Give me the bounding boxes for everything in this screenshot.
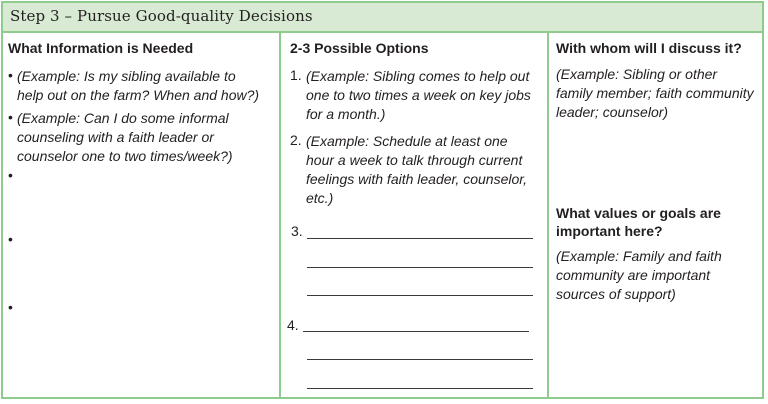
option-1-number: 1. — [290, 67, 302, 83]
values-goals-example — [556, 247, 761, 304]
option-1-line-3: for a month.) — [306, 106, 386, 122]
values-example-line-1: (Example: Family and faith — [556, 248, 722, 264]
discuss-example-line-3: leader; counselor) — [556, 104, 669, 120]
option-3-blank-line-2[interactable] — [307, 267, 533, 268]
info-bullet-2-line-1: (Example: Can I do some informal — [17, 110, 229, 126]
discuss-example-line-2: family member; faith community — [556, 85, 754, 101]
info-bullet-2-line-2: counseling with a faith leader or — [17, 129, 214, 145]
worksheet-title-bar — [3, 3, 762, 33]
option-3-blank-line-1[interactable] — [307, 238, 533, 239]
bullet-icon: • — [8, 67, 13, 83]
option-2-number: 2. — [290, 132, 302, 148]
info-bullet-2-line-3: counselor one to two times/week?) — [17, 148, 233, 164]
option-3-number: 3. — [291, 223, 303, 239]
option-2-line-3: feelings with faith leader, counselor, — [306, 171, 528, 187]
bullet-icon: • — [8, 167, 13, 183]
discuss-example-line-1: (Example: Sibling or other — [556, 66, 718, 82]
discuss-with-example — [556, 65, 761, 122]
option-4-blank-line-1[interactable] — [303, 331, 529, 332]
option-1-text — [306, 67, 546, 124]
column-possible-options — [281, 33, 549, 397]
option-1-line-2: one to two times a week on key jobs — [306, 87, 531, 103]
values-example-line-2: community are important — [556, 267, 711, 283]
values-example-line-3: sources of support) — [556, 286, 676, 302]
option-2-line-4: etc.) — [306, 190, 334, 206]
values-heading-line-1: What values or goals are — [556, 205, 721, 221]
info-bullet-1-line-2: help out on the farm? When and how?) — [17, 87, 260, 103]
option-4-number: 4. — [287, 317, 299, 333]
option-1-line-1: (Example: Sibling comes to help out — [306, 68, 530, 84]
values-goals-heading — [556, 204, 761, 240]
worksheet-title: Step 3 – Pursue Good-quality Decisions — [10, 7, 313, 25]
bullet-icon: • — [8, 231, 13, 247]
option-2-text — [306, 132, 546, 208]
decision-worksheet-table — [1, 1, 764, 399]
option-2-line-2: hour a week to talk through current — [306, 152, 523, 168]
option-3-blank-line-3[interactable] — [307, 295, 533, 296]
values-heading-line-2: important here? — [556, 223, 663, 239]
bullet-icon: • — [8, 109, 13, 125]
column-information-needed — [3, 33, 281, 397]
info-bullet-1-line-1: (Example: Is my sibling available to — [17, 68, 236, 84]
option-4-blank-line-2[interactable] — [307, 359, 533, 360]
column-heading-discuss-with: With whom will I discuss it? — [556, 40, 742, 56]
bullet-icon: • — [8, 299, 13, 315]
column-heading-information: What Information is Needed — [8, 40, 194, 56]
option-2-line-1: (Example: Schedule at least one — [306, 133, 508, 149]
option-4-blank-line-3[interactable] — [307, 388, 533, 389]
column-heading-options: 2-3 Possible Options — [290, 40, 429, 56]
column-discussion-and-values — [549, 33, 762, 397]
